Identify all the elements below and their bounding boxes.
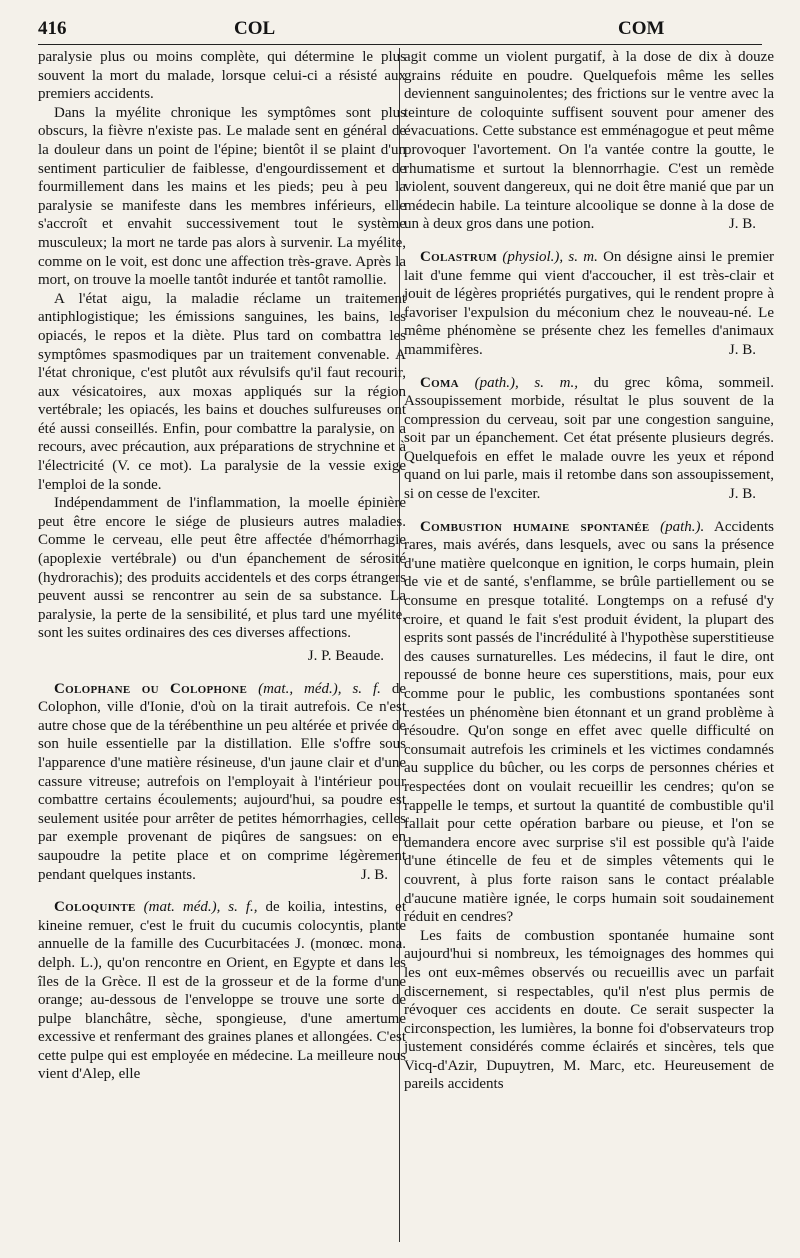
entry-coloquinte bbox=[38, 898, 406, 1084]
entry-term: Coma bbox=[420, 374, 459, 391]
paragraph: A l'état aigu, la maladie réclame un traitement antiphlogistique; les émissions sanguines, les bains, les opiacés, le repos et la diète. Plus tard on combattra les symptômes spasmodiques par un traitement convenable. A l'état chronique, c'est plutôt aux révulsifs qu'il faut recourir, aux vésicatoires, aux moxas appliqués sur la région vertébrale; les opiacés, les bains et douches sulfureuses ont été aussi conseillés. Enfin, pour combattre la paralysie, on a recours, avec précaution, aux préparations de strychnine et à l'électricité (V. ce mot). La paralysie de la vessie exige l'emploi de la sonde. bbox=[38, 290, 406, 493]
entry-term: Colastrum bbox=[420, 248, 498, 265]
entry-text: du grec kôma, sommeil. Assoupissement morbide, résultat le plus souvent de la compression du cerveau, soit par une congestion sanguine, soit par un épanchement. Cet état présente plusieurs degrés. Quelquefois en effet le malade ouvre les yeux et répond quand on lui parle, mais il retombe dans son assoupissement, si on cesse de l'exciter. bbox=[404, 374, 774, 503]
author-signature: J. B. bbox=[728, 216, 756, 233]
entry-term: Combustion humaine spontanée bbox=[420, 518, 650, 535]
author-signature: J. B. bbox=[728, 486, 756, 503]
author-signature: J. B. bbox=[360, 866, 388, 883]
entry-term: Coloquinte bbox=[54, 899, 136, 916]
entry-tag: (path.). bbox=[660, 518, 705, 535]
paragraph: Les faits de combustion spontanée humaine sont aujourd'hui si nombreux, les témoignages des hommes qui les ont eux-mêmes observés ou recueillis avec un parfait discernement, si respectables, qu'il n'est plus permis de révoquer ces accidents en doute. Ce serait suspecter la circonspection, les lumières, la bonne foi d'observateurs trop justement considérés comme éclairés et sincères, tels que Vicq-d'Azir, Dupuytren, M. Marc, etc. Heureusement de pareils accidents bbox=[404, 927, 774, 1093]
entry-combustion bbox=[404, 518, 774, 1094]
entry-text: On désigne ainsi le premier lait d'une femme qui vient d'accoucher, il est très-clair et jouit de légères propriétés purgatives, qui le rendent propre à favoriser l'expulsion du méconium chez le nouveau-né. Le même phénomène se présente chez les femelles d'animaux mammifères. bbox=[404, 248, 775, 358]
entry-tag: (physiol.), s. m. bbox=[502, 248, 598, 265]
paragraph: paralysie plus ou moins complète, qui détermine le plus souvent la mort du malade, lorsque celui-ci a résisté aux premiers accidents. bbox=[38, 49, 406, 103]
entry-text: de koilia, intestins, et kineine remuer, c'est le fruit du cucumis colocyntis, plante annuelle de la famille des Cucurbitacées J. (monœc. mona. delph. L.), qu'on rencontre en Orient, en Egypte et dans les îles de la Grèce. Il est de la grosseur et de la forme d'une orange; au-dessous de l'enveloppe se trouve une sorte de pulpe blanchâtre, sèche, spongieuse, d'une amertume excessive et renfermant des graines planes et allongées. C'est cette pulpe qui est employée en médecine. La meilleure nous vient d'Alep, elle bbox=[38, 899, 407, 1083]
entry-text: Accidents rares, mais avérés, dans lesquels, avec ou sans la présence d'une matière quelconque en ignition, le corps humain, plein de vie et de santé, s'enflamme, se brûle partiellement ou se consume en presque totalité. Longtemps on a refusé d'y croire, et quand le fait s'est produit évident, la plupart des esprits sont passés de l'incrédulité à l'hypothèse superstitieuse des causes surnaturelles. Les médecins, il faut le dire, ont repoussé de bonne heure ces superstitions, mais, pour eux comme pour le public, les combustions spontanées sont restées un phénomène bien étonnant et un grand problème à résoudre. Qu'on songe en effet avec quelle difficulté on consumait autrefois les criminels et les victimes condamnés au supplice du bûcher, ou les corps de personnes chéries et respectées dont on voulait recueillir les cendres; qu'on se rappelle le temps, et surtout la quantité de combustible qu'il fallait pour cette opération barbare ou pieuse, et l'on se demandera encore avec surprise s'il est possible qu'à l'aide d'une étincelle de feu et de simples vêtements qui le couvrent, à plus forte raison sans le contact préalable d'aucune matière ignée, le corps humain soit soudainement réduit en cendres? bbox=[404, 518, 774, 926]
paragraph: Indépendamment de l'inflammation, la moelle épinière peut être encore le siége de plusieurs autres maladies. Comme le cerveau, elle peut être affectée d'hémorrhagie (apoplexie vertébrale) ou d'un épanchement de sérosité (hydrorachis); des produits accidentels et des corps étrangers peuvent aussi se rencontrer au sein de sa substance. La paralysie, la perte de la sensibilité, et plus tard une myélite, sont les suites ordinaires des ces diverses affections. bbox=[38, 495, 406, 642]
entry-colastrum bbox=[404, 248, 774, 360]
entry-term: Colophane ou Colophone bbox=[54, 680, 248, 697]
right-guide-word: COM bbox=[618, 18, 665, 39]
author-signature: J. P. Beaude. bbox=[307, 648, 384, 664]
entry-tag: (mat., méd.), s. f. bbox=[258, 680, 381, 697]
entry-colophane bbox=[38, 680, 406, 885]
entry-tag: (mat. méd.), s. f., bbox=[143, 899, 258, 916]
entry-coma bbox=[404, 374, 774, 504]
left-guide-word: COL bbox=[234, 18, 276, 39]
entry-tag: (path.), s. m., bbox=[474, 374, 579, 391]
page-number: 416 bbox=[38, 18, 67, 39]
right-column bbox=[404, 48, 774, 1094]
running-header bbox=[38, 18, 760, 46]
entry-text: de Colophon, ville d'Ionie, d'où on la tirait autrefois. Ce n'est autre chose que de la térébenthine un peu altérée et privée de son huile essentielle par la distillation. Elle s'offre sous l'apparence d'une matière résineuse, d'un jaune clair et d'une cassure vitreuse; autrefois on l'employait à l'intérieur pour combattre certains écoulements; aujourd'hui, sa poudre est seulement usitée pour arrêter de petites hémorrhagies, celles par exemple provenant de piqûres de sangsues: on en saupoudre la petite place et on comprime légèrement pendant quelques instants. bbox=[38, 680, 406, 883]
paragraph: Dans la myélite chronique les symptômes sont plus obscurs, la fièvre n'existe pas. Le malade sent en général de la douleur dans un point de l'épine; bientôt il se plaint d'un sentiment particulier de faiblesse, d'engourdissement et de fourmillement dans les mains et les pieds; peu à peu la paralysie se manifeste dans les membres inférieurs, elle s'accroît et envahit successivement tout le système musculeux; la mort ne tarde pas alors à survenir. La myélite, comme on le voit, est donc une affection très-grave. Après la mort, on trouve la moelle tantôt indurée et tantôt ramollie. bbox=[38, 104, 406, 289]
paragraph: agit comme un violent purgatif, à la dose de dix à douze grains réduite en poudre. Quelquefois même les selles deviennent sanguinolentes; des frictions sur le ventre avec la teinture de coloquinte suffisent souvent pour amener des évacuations. Cette substance est emménagogue et peut même provoquer l'avortement. On l'a vantée contre la goutte, le rhumatisme et surtout la blennorrhagie. C'est un remède violent, souvent dangereux, qui ne doit être manié que par un médecin habile. La teinture alcoolique se donne à la dose de un à deux gros dans une potion. bbox=[404, 49, 774, 233]
left-column bbox=[38, 48, 406, 1084]
header-rule bbox=[38, 44, 762, 45]
author-signature: J. B. bbox=[728, 341, 756, 358]
